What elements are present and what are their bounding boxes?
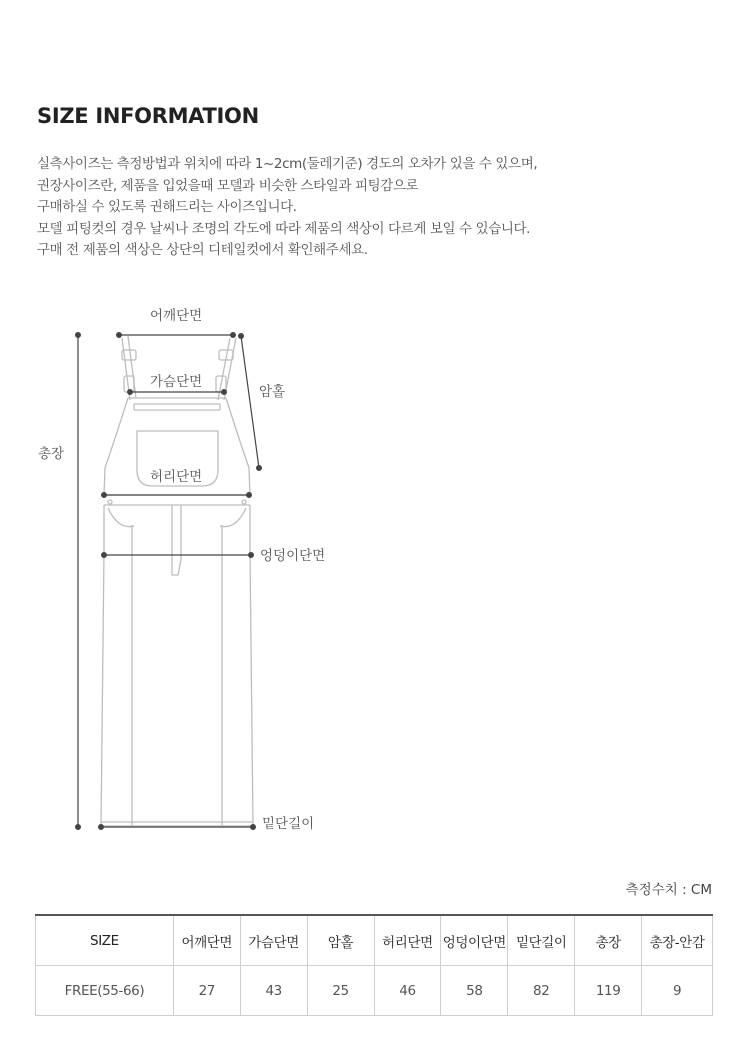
armhole-label: 암홀 — [259, 384, 286, 400]
table-cell: 25 — [307, 966, 374, 1016]
table-header-cell: 총장-안감 — [642, 915, 713, 966]
description-line: 구매하실 수 있도록 권해드리는 사이즈입니다. — [37, 199, 297, 215]
table-header-cell: 엉덩이단면 — [441, 915, 508, 966]
table-cell: 82 — [508, 966, 575, 1016]
chest-label: 가슴단면 — [150, 374, 203, 390]
table-header-cell: 밑단길이 — [508, 915, 575, 966]
overall-dress-illustration — [101, 336, 253, 826]
table-header-cell: SIZE — [36, 915, 174, 966]
hip-label: 엉덩이단면 — [260, 548, 326, 564]
table-cell: 119 — [575, 966, 642, 1016]
table-header-cell: 가슴단면 — [240, 915, 307, 966]
table-cell: 46 — [374, 966, 441, 1016]
waist-measure-line — [102, 493, 252, 498]
hip-measure-line — [102, 553, 254, 558]
armhole-measure-line — [239, 334, 262, 471]
total-length-measure-line — [76, 333, 81, 830]
size-table — [35, 914, 713, 1016]
unit-label: 측정수치 : CM — [625, 882, 712, 898]
total-length-label: 총장 — [38, 446, 65, 462]
table-header-cell: 허리단면 — [374, 915, 441, 966]
shoulder-label: 어깨단면 — [150, 308, 203, 324]
section-title: SIZE INFORMATION — [37, 104, 259, 128]
hem-measure-line — [99, 825, 256, 830]
shoulder-measure-line — [117, 333, 236, 338]
table-header-cell: 어깨단면 — [173, 915, 240, 966]
table-cell: 58 — [441, 966, 508, 1016]
description-line: 권장사이즈란, 제품을 입었을때 모델과 비슷한 스타일과 피팅감으로 — [37, 177, 419, 194]
table-cell: 27 — [173, 966, 240, 1016]
table-header-cell: 총장 — [575, 915, 642, 966]
table-header-cell: 암홀 — [307, 915, 374, 966]
waist-label: 허리단면 — [150, 469, 203, 485]
garment-measurement-diagram — [0, 290, 750, 850]
hem-label: 밑단길이 — [262, 816, 315, 832]
size-description — [37, 154, 537, 262]
table-cell: 43 — [240, 966, 307, 1016]
table-cell: 9 — [642, 966, 713, 1016]
table-header-row — [36, 915, 713, 966]
description-line: 모델 피팅컷의 경우 날씨나 조명의 각도에 따라 제품의 색상이 다르게 보일 수 있습니다. — [37, 220, 531, 237]
chest-measure-line — [128, 390, 227, 395]
description-line: 구매 전 제품의 색상은 상단의 디테일컷에서 확인해주세요. — [37, 242, 368, 258]
table-row — [36, 966, 713, 1016]
description-line: 실측사이즈는 측정방법과 위치에 따라 1~2cm(둘레기준) 경도의 오차가 있을 수 있으며, — [37, 156, 538, 172]
table-cell: FREE(55-66) — [36, 966, 174, 1016]
